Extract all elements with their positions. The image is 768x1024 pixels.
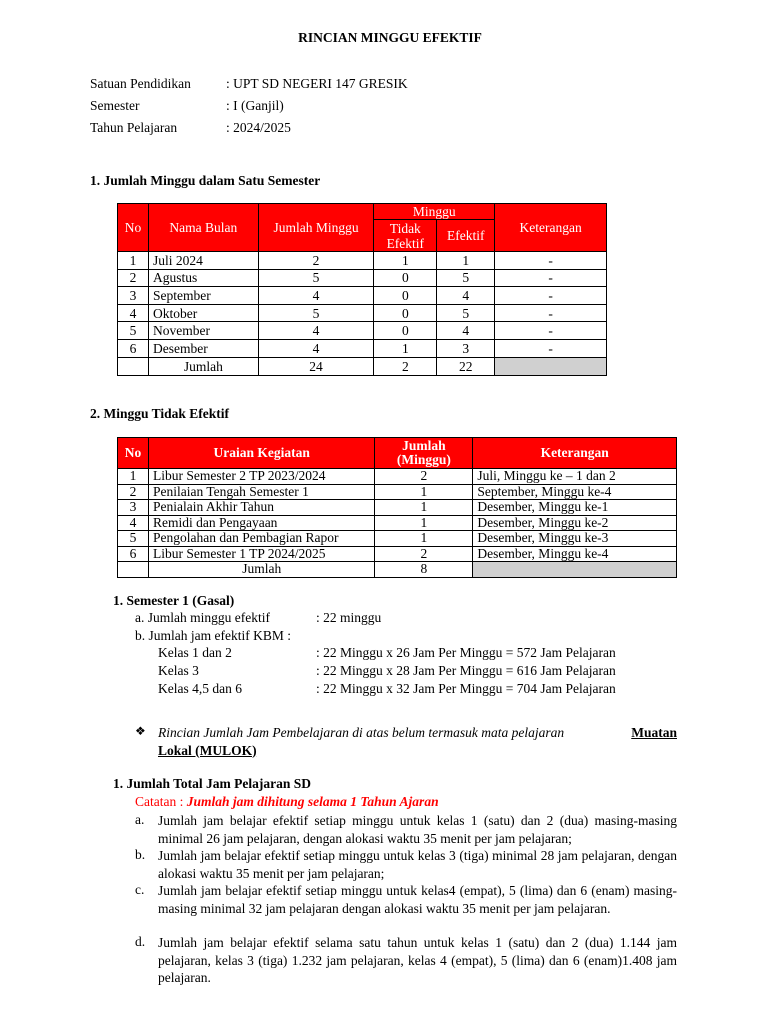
cell-jumlah: 2 <box>258 252 374 270</box>
cell-keterangan: Desember, Minggu ke-2 <box>473 515 677 531</box>
table-row <box>118 469 677 485</box>
table-row <box>118 500 677 516</box>
cell-no: 2 <box>118 484 149 500</box>
total-tidak: 2 <box>374 357 437 375</box>
cell-efektif: 3 <box>437 339 495 357</box>
table-row <box>118 339 607 357</box>
cell-keterangan: Juli, Minggu ke – 1 dan 2 <box>473 469 677 485</box>
item-text: Jumlah jam belajar efektif setiap minggu untuk kelas 1 (satu) dan 2 (dua) masing-masing minimal 26 jam pelajaran, dengan alokasi waktu 35 menit per jam pelajaran; <box>158 813 677 846</box>
table-row <box>118 304 607 322</box>
table-row <box>118 515 677 531</box>
item-mark: d. <box>135 934 146 949</box>
cell-keterangan: - <box>495 304 607 322</box>
cell-uraian: Penialain Akhir Tahun <box>148 500 375 516</box>
total-jumlah: 8 <box>375 562 473 578</box>
cell-efektif: 5 <box>437 269 495 287</box>
cell-no: 3 <box>118 500 149 516</box>
cell-jumlah: 1 <box>375 515 473 531</box>
total-keterangan-empty <box>473 562 677 578</box>
cell-tidak-efektif: 0 <box>374 269 437 287</box>
cell-keterangan: - <box>495 252 607 270</box>
cell-tidak-efektif: 1 <box>374 339 437 357</box>
cell-efektif: 4 <box>437 287 495 305</box>
section2-heading: 2. Minggu Tidak Efektif <box>90 406 230 421</box>
total-jam-heading: 1. Jumlah Total Jam Pelajaran SD <box>113 776 312 791</box>
header-uraian: Uraian Kegiatan <box>148 438 375 469</box>
catatan <box>135 794 439 810</box>
semester-a-label: a. Jumlah minggu efektif <box>135 610 270 625</box>
item-text: Jumlah jam belajar efektif setiap minggu untuk kelas 3 (tiga) minimal 28 jam pelajaran, dengan alokasi waktu 35 menit per jam pelajaran; <box>158 848 677 881</box>
cell-bulan: Juli 2024 <box>148 252 258 270</box>
semester-heading: 1. Semester 1 (Gasal) <box>113 593 235 608</box>
cell-tidak-efektif: 0 <box>374 304 437 322</box>
cell-jumlah: 1 <box>375 484 473 500</box>
semester-b-label: b. Jumlah jam efektif KBM : <box>135 628 291 643</box>
header-minggu: Minggu <box>374 204 495 220</box>
cell-tidak-efektif: 1 <box>374 252 437 270</box>
table-row <box>118 287 607 305</box>
item-mark: c. <box>135 882 145 897</box>
header-tidak-efektif: Tidak Efektif <box>374 220 437 252</box>
catatan-label: Catatan : <box>135 794 184 809</box>
cell-no: 5 <box>118 531 149 547</box>
cell-jumlah: 2 <box>375 469 473 485</box>
cell-no: 4 <box>118 515 149 531</box>
header-keterangan: Keterangan <box>473 438 677 469</box>
total-efektif: 22 <box>437 357 495 375</box>
header-jumlah: Jumlah (Minggu) <box>375 438 473 469</box>
cell-keterangan: September, Minggu ke-4 <box>473 484 677 500</box>
kelas-value: : 22 Minggu x 26 Jam Per Minggu = 572 Jam Pelajaran <box>316 645 616 660</box>
cell-keterangan: - <box>495 269 607 287</box>
cell-no: 6 <box>118 339 149 357</box>
catatan-text: Jumlah jam dihitung selama 1 Tahun Ajaran <box>186 794 439 809</box>
item-mark: b. <box>135 847 146 862</box>
cell-no: 3 <box>118 287 149 305</box>
info-label: Satuan Pendidikan <box>90 76 191 91</box>
cell-no: 4 <box>118 304 149 322</box>
cell-bulan: Agustus <box>148 269 258 287</box>
kelas-label: Kelas 3 <box>158 663 199 678</box>
header-keterangan: Keterangan <box>495 204 607 252</box>
cell-uraian: Remidi dan Pengayaan <box>148 515 375 531</box>
cell-bulan: Desember <box>148 339 258 357</box>
kelas-label: Kelas 4,5 dan 6 <box>158 681 242 696</box>
note-text: Rincian Jumlah Jam Pembelajaran di atas belum termasuk mata pelajaran <box>158 725 565 740</box>
cell-keterangan: Desember, Minggu ke-4 <box>473 546 677 562</box>
note-bold-2: Lokal (MULOK) <box>158 742 257 758</box>
weeks-table <box>117 203 607 376</box>
cell-keterangan: Desember, Minggu ke-1 <box>473 500 677 516</box>
cell-keterangan: - <box>495 287 607 305</box>
cell-jumlah: 5 <box>258 304 374 322</box>
info-value: : 2024/2025 <box>226 120 291 135</box>
item-mark: a. <box>135 812 145 827</box>
semester-a-value: : 22 minggu <box>316 610 382 625</box>
header-jumlah: Jumlah Minggu <box>258 204 374 252</box>
table-row <box>118 531 677 547</box>
cell-no: 1 <box>118 469 149 485</box>
cell-efektif: 4 <box>437 322 495 340</box>
item-text: Jumlah jam belajar efektif selama satu tahun untuk kelas 1 (satu) dan 2 (dua) 1.144 jam pelajaran, kelas 3 (tiga) 1.232 jam pelajaran, kelas 4 (empat), 5 (lima) dan 6 (enam)1.408 jam pelajaran. <box>158 935 677 985</box>
cell-jumlah: 4 <box>258 287 374 305</box>
table-row <box>118 322 607 340</box>
note-bold-1: Muatan <box>631 725 677 740</box>
kelas-value: : 22 Minggu x 32 Jam Per Minggu = 704 Jam Pelajaran <box>316 681 616 696</box>
total-jumlah: 24 <box>258 357 374 375</box>
note-paragraph <box>158 724 677 759</box>
cell-bulan: September <box>148 287 258 305</box>
cell-tidak-efektif: 0 <box>374 287 437 305</box>
cell-bulan: November <box>148 322 258 340</box>
section1-heading: 1. Jumlah Minggu dalam Satu Semester <box>90 173 321 188</box>
diamond-bullet-icon: ❖ <box>135 724 146 738</box>
cell-no: 1 <box>118 252 149 270</box>
cell-no: 5 <box>118 322 149 340</box>
cell-keterangan: - <box>495 322 607 340</box>
table-row <box>118 252 607 270</box>
cell-efektif: 5 <box>437 304 495 322</box>
cell-tidak-efektif: 0 <box>374 322 437 340</box>
cell-jumlah: 4 <box>258 322 374 340</box>
cell-keterangan: - <box>495 339 607 357</box>
cell-jumlah: 2 <box>375 546 473 562</box>
non-effective-table <box>117 437 677 578</box>
header-bulan: Nama Bulan <box>148 204 258 252</box>
header-no: No <box>118 438 149 469</box>
header-no: No <box>118 204 149 252</box>
table-row <box>118 546 677 562</box>
page-title: RINCIAN MINGGU EFEKTIF <box>298 30 482 45</box>
kelas-value: : 22 Minggu x 28 Jam Per Minggu = 616 Jam Pelajaran <box>316 663 616 678</box>
cell-keterangan: Desember, Minggu ke-3 <box>473 531 677 547</box>
cell-uraian: Libur Semester 1 TP 2024/2025 <box>148 546 375 562</box>
table-row <box>118 269 607 287</box>
cell-jumlah: 4 <box>258 339 374 357</box>
cell-no: 2 <box>118 269 149 287</box>
cell-bulan: Oktober <box>148 304 258 322</box>
info-value: : I (Ganjil) <box>226 98 284 113</box>
info-label: Tahun Pelajaran <box>90 120 178 135</box>
cell-efektif: 1 <box>437 252 495 270</box>
header-efektif: Efektif <box>437 220 495 252</box>
total-label: Jumlah <box>148 357 258 375</box>
total-label: Jumlah <box>148 562 375 578</box>
cell-jumlah: 1 <box>375 500 473 516</box>
info-label: Semester <box>90 98 140 113</box>
cell-uraian: Pengolahan dan Pembagian Rapor <box>148 531 375 547</box>
cell-jumlah: 5 <box>258 269 374 287</box>
info-value: : UPT SD NEGERI 147 GRESIK <box>226 76 408 91</box>
cell-jumlah: 1 <box>375 531 473 547</box>
table-row <box>118 484 677 500</box>
total-keterangan-empty <box>495 357 607 375</box>
cell-uraian: Libur Semester 2 TP 2023/2024 <box>148 469 375 485</box>
cell-uraian: Penilaian Tengah Semester 1 <box>148 484 375 500</box>
item-text: Jumlah jam belajar efektif setiap minggu untuk kelas4 (empat), 5 (lima) dan 6 (enam) masing-masing minimal 32 jam pelajaran dengan alokasi waktu 35 menit per jam pelajaran. <box>158 883 677 916</box>
kelas-label: Kelas 1 dan 2 <box>158 645 232 660</box>
cell-no: 6 <box>118 546 149 562</box>
